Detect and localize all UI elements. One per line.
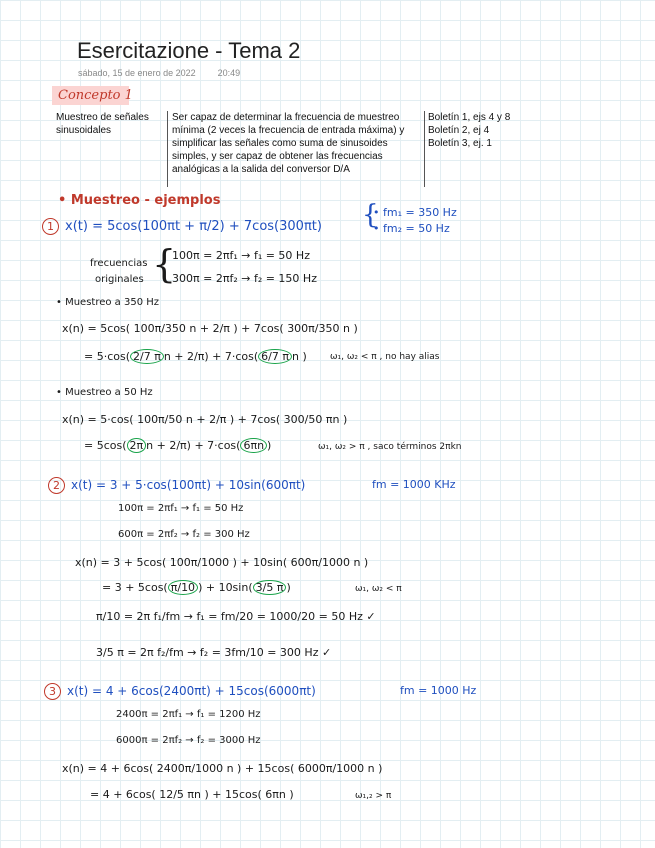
original-freq-label: originales (95, 274, 144, 285)
equation-part: n ) (291, 350, 307, 363)
example-number: 1 (42, 218, 59, 235)
reference-item: Boletín 2, ej 4 (428, 125, 490, 136)
highlight-circle: 2/7 π (130, 349, 164, 364)
table-divider (167, 111, 168, 187)
sampling-freq-2: • fm₂ = 50 Hz (373, 222, 450, 235)
equation: 3/5 π = 2π f₂/fm → f₂ = 3fm/10 = 300 Hz ✓ (96, 646, 332, 659)
reference-item: Boletín 1, ejs 4 y 8 (428, 112, 511, 123)
equation (84, 349, 307, 364)
page-title: Esercitazione - Tema 2 (77, 38, 301, 63)
equation: x(n) = 4 + 6cos( 2400π/1000 n ) + 15cos( 6000π/1000 n ) (62, 762, 383, 775)
equation-part: = 5·cos( (84, 350, 131, 363)
section-heading: • Muestreo - ejemplos (58, 193, 221, 208)
page-date (78, 68, 240, 78)
concept-references (428, 111, 532, 150)
equation: 2400π = 2πf₁ → f₁ = 1200 Hz (116, 709, 261, 720)
note: ω₁, ω₂ > π , saco términos 2πkn (318, 442, 462, 452)
time-text: 20:49 (217, 68, 241, 78)
equation-part: ) (267, 439, 272, 452)
concept-topic: Muestreo de señales sinusoidales (56, 112, 149, 136)
subheading: • Muestreo a 350 Hz (56, 297, 160, 308)
signal-expression: x(t) = 4 + 6cos(2400πt) + 15cos(6000πt) (67, 684, 316, 698)
equation: x(n) = 3 + 5cos( 100π/1000 ) + 10sin( 600π/1000 n ) (75, 556, 369, 569)
concept-label: Concepto 1 (58, 88, 133, 103)
brace: { (362, 200, 379, 230)
signal-expression: x(t) = 3 + 5·cos(100πt) + 10sin(600πt) (71, 478, 306, 492)
sampling-freq: fm = 1000 KHz (372, 478, 456, 491)
subheading: • Muestreo a 50 Hz (56, 387, 153, 398)
equation (102, 580, 291, 595)
reference-item: Boletín 3, ej. 1 (428, 138, 492, 149)
example-2-signal (48, 477, 305, 494)
equation: x(n) = 5·cos( 100π/50 n + 2/π ) + 7cos( 300/50 πn ) (62, 413, 348, 426)
concept-table (52, 111, 536, 187)
equation-part: = 3 + 5cos( (102, 581, 168, 594)
highlight-circle: π/10 (168, 580, 198, 595)
brace: { (152, 242, 177, 286)
concept-objective: Ser capaz de determinar la frecuencia de muestreo mínima (2 veces la frecuencia de entrada máxima) y simplificar las señales como suma de sinusoides simples, y ser capaz de obtener las frecuencias analógicas a la salida del conversor D/A (172, 112, 405, 175)
highlight-circle: 6πn (240, 438, 267, 453)
example-3-signal (44, 683, 316, 700)
equation: x(n) = 5cos( 100π/350 n + 2/π ) + 7cos( 300π/350 n ) (62, 322, 358, 335)
highlight-circle: 2π (127, 438, 147, 453)
equation: π/10 = 2π f₁/fm → f₁ = fm/20 = 1000/20 = 50 Hz ✓ (96, 610, 376, 623)
equation: 600π = 2πf₂ → f₂ = 300 Hz (118, 529, 250, 540)
highlight-circle: 6/7 π (258, 349, 292, 364)
highlight-circle: 3/5 π (253, 580, 287, 595)
equation-part: ) (286, 581, 291, 594)
equation: 300π = 2πf₂ → f₂ = 150 Hz (172, 272, 317, 285)
sampling-freq-1: • fm₁ = 350 Hz (373, 206, 457, 219)
signal-expression: x(t) = 5cos(100πt + π/2) + 7cos(300πt) (65, 219, 322, 234)
sampling-freq: fm = 1000 Hz (400, 684, 477, 697)
note: ω₁,₂ > π (355, 791, 392, 801)
note: ω₁, ω₂ < π , no hay alias (330, 352, 440, 362)
equation-part: = 5cos( (84, 439, 127, 452)
note: ω₁, ω₂ < π (355, 584, 402, 594)
original-freq-label: frecuencias (90, 258, 148, 269)
example-1-signal (42, 218, 322, 235)
equation: = 4 + 6cos( 12/5 πn ) + 15cos( 6πn ) (90, 788, 294, 801)
equation-part: n + 2/π) + 7·cos( (146, 439, 241, 452)
table-divider (424, 111, 425, 187)
equation: 100π = 2πf₁ → f₁ = 50 Hz (118, 503, 244, 514)
equation: 100π = 2πf₁ → f₁ = 50 Hz (172, 249, 310, 262)
equation: 6000π = 2πf₂ → f₂ = 3000 Hz (116, 735, 261, 746)
example-number: 2 (48, 477, 65, 494)
equation (84, 438, 271, 453)
date-text: sábado, 15 de enero de 2022 (78, 68, 196, 78)
equation-part: ) + 10sin( (198, 581, 253, 594)
equation-part: n + 2/π) + 7·cos( (163, 350, 259, 363)
example-number: 3 (44, 683, 61, 700)
